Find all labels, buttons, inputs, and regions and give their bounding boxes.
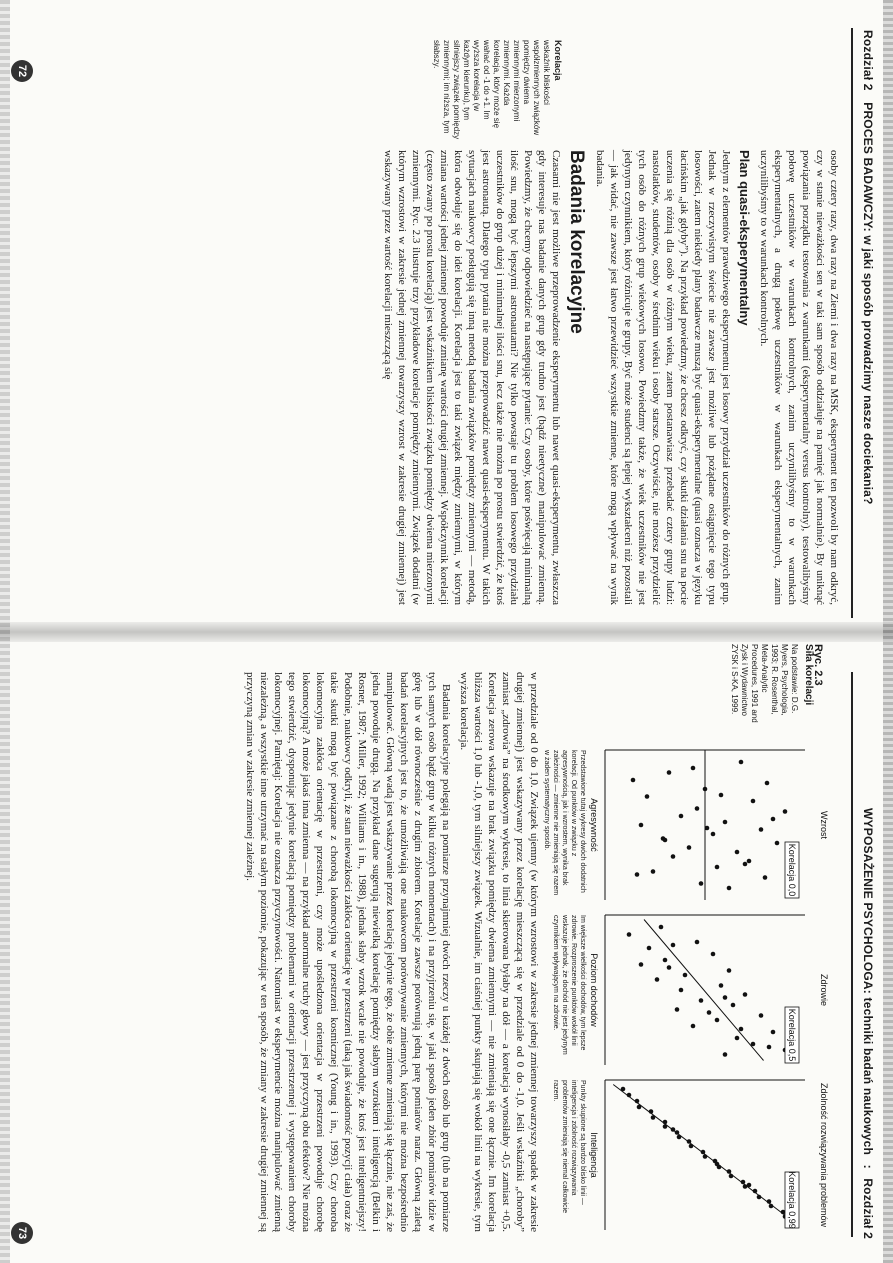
data-point-0-15	[687, 845, 692, 850]
data-point-1-29	[767, 1045, 772, 1050]
x-axis-label-1: Poziom dochodów	[589, 953, 599, 1027]
y-axis-label-1: Zdrowie	[819, 973, 829, 1007]
data-point-1-25	[667, 965, 672, 970]
data-point-0-16	[735, 850, 740, 855]
data-point-1-9	[655, 977, 660, 982]
data-point-1-23	[723, 1052, 728, 1057]
right-chapter-label: Rozdział 2	[861, 1178, 875, 1239]
data-point-1-13	[699, 998, 704, 1003]
x-axis-label-0: Agresywność	[589, 798, 599, 852]
definition-title: Korelacja	[553, 40, 563, 81]
data-point-2-20	[753, 1189, 758, 1194]
data-point-1-6	[639, 962, 644, 967]
data-point-2-1	[627, 1093, 632, 1098]
data-point-2-18	[741, 1180, 746, 1185]
data-point-0-20	[651, 869, 656, 874]
data-point-2-23	[769, 1204, 774, 1209]
left-margin-definition	[431, 40, 563, 140]
data-point-0-24	[691, 766, 696, 771]
figure-number: Ryc. 2.3	[812, 644, 824, 686]
data-point-2-21	[757, 1195, 762, 1200]
right-body-paragraph: Badania korelacyjne polegają na pomiarze przynajmniej dwóch rzeczy u każdej z dwóch osób lub grup (lub na pomiarze tych samych osób bądź grup w kilku różnych momentach) i na przyjrzeniu się, w jaki sposób jeden zbiór pomiarów idzie w górę lub w dół równocześnie z drugim zbiorem. Korelacje zawsze porównują jedną parę pomiarów naraz. Główną zaletą badań korelacyjnych jest to, że umożliwiają one naukowcom porównywanie zmiennych, którymi nie można bezpośrednio manipulować. Główną wadą jest wskazywanie przez korelację jedynie tego, że obie zmienne zmieniają się łącznie, nie zaś, że jedna powoduje drugą. Na przykład dane sugerują niewielką korelację pomiędzy słabym wzrokiem i inteligencją (Belkin i Rosner, 1987; Miller, 1992; Williams i in., 1988), jednak słaby wzrok wcale nie powoduje, że ktoś jest inteligentniejszy! Podobnie, naukowcy odkryli, że stan nieważkości zakłóca orientację w przestrzeni (taką jak świadomość pozycji ciała) oraz że takie skutki mogą być powiązane z chorobą lokomocyjną w przestrzeni kosmicznej (Young i in., 1993). Czy choroba lokomocyjna zakłóca orientację w przestrzeni, czy może upośledzona orientacja w przestrzeni powoduje chorobę lokomocyjną? A może jakaś inna zmienna — na przykład anormalne ruchy głowy — jest przyczyną obu efektów? Nie można tego stwierdzić, dysponując jedynie korelacją pomiędzy problemami w orientacji przestrzennej i występowaniem choroby lokomocyjnej. Pamiętaj: Korelacja nie oznacza przyczynowości. Natomiast w eksperymencie można manipulować zmienną niezależną, a wszystkie inne utrzymać na stałym poziomie, pokazując w ten sposób, że zmiany w zakresie drugiej zmiennej są przyczyną zmian w zakresie zmiennej zależnej.	[244, 672, 452, 1232]
data-point-0-12	[711, 832, 716, 837]
scatter-panel-2	[589, 1080, 829, 1230]
scatter-panel-0	[589, 750, 829, 900]
section-heading-correlation: Badania korelacyjne	[566, 150, 587, 334]
left-body	[377, 150, 841, 605]
right-running-head: WYPOSAŻENIE PSYCHOLOGA: techniki badań naukowych	[861, 808, 875, 1156]
panel-note-0: Przedstawione tutaj wykresy dwóch dodatnich korelacji. Od punktów w związku z agresywnością, jak i wzrostem, wynika brak zależności — zmienne nie zmieniają się razem w żaden systematyczny sposób.	[543, 750, 586, 896]
section-heading-quasi: Plan quasi-eksperymentalny	[737, 150, 752, 326]
data-point-0-7	[783, 809, 788, 814]
data-point-1-18	[691, 1024, 696, 1029]
data-point-0-1	[667, 770, 672, 775]
data-point-2-27	[671, 1127, 676, 1132]
data-point-1-17	[715, 1018, 720, 1023]
correlation-figure	[578, 740, 833, 1230]
data-point-0-26	[719, 793, 724, 798]
data-point-0-21	[763, 875, 768, 880]
left-intro-paragraph: osoby cztery razy, dwa razy na Ziemi i dwa razy na MSK, eksperyment ten pozwoli by nam odkryć, czy w stanie nieważkości sen w taki sam sposób oddziałuje na pamięć jak normalnie). By uniknąć powiązania porządku testowania z warunkami (eksperymentalny versus kontrolny), testowalibyśmy połowę uczestników w warunkach kontrolnych, zanim uczynilibyśmy to w warunkach eksperymentalnych, a drugą połowę uczestników w warunkach eksperymentalnych, zanim uczynilibyśmy to w warunkach kontrolnych.	[758, 150, 840, 605]
y-axis-label-2: Zdolność rozwiązywania problemów	[819, 1082, 829, 1228]
data-point-1-4	[711, 952, 716, 957]
data-point-1-7	[727, 968, 732, 973]
data-point-1-27	[707, 1010, 712, 1015]
data-point-2-12	[701, 1150, 706, 1155]
x-axis-label-2: Inteligencja	[589, 1132, 599, 1178]
data-point-2-19	[743, 1184, 748, 1189]
data-point-1-2	[695, 940, 700, 945]
data-point-0-2	[765, 781, 770, 786]
left-running-header	[861, 30, 875, 572]
data-point-0-14	[775, 841, 780, 846]
data-point-1-11	[679, 988, 684, 993]
figure-source: Na podstawie: D.G. Myers, Psychologia, 1993; R. Rosenthal, Meta-Analytic Procedures, 1991 and Zysk i Wydawnictwo ZYSK i S-KA, 1999.	[730, 644, 799, 723]
right-header-rule	[851, 672, 853, 1237]
right-intro-paragraph: w przedziale od 0 do 1,0. Związek ujemny (w którym wzrostowi w zakresie jednej zmiennej towarzyszy spadek w zakresie drugiej zmiennej) jest wskazywany przez korelację mieszczącą się w przedziale od 0 do -1,0. Jeśli wskaźniki „choroby” zamiast „zdrowia” na środkowym wykresie, to linia skierowana byłaby na dół — a korelacja wynosiłaby -0,5 zamiast +0,5. Korelacja zerowa wskazuje na brak związku pomiędzy dwiema zmiennymi — nie zmieniają się one łącznie. Im korelacja bliższa wartości 1,0 lub -1,0, tym silniejszy związek. Wizualnie, im ciaśniej punkty skupiają się wokół linii na wykresie, tym wyższa korelacja.	[458, 672, 540, 1232]
data-point-2-5	[651, 1115, 656, 1120]
right-running-header: WYPOSAŻENIE PSYCHOLOGA: techniki badań naukowych : Rozdział 2	[861, 808, 875, 1239]
data-point-0-27	[771, 817, 776, 822]
corr-label-1: Korelacja 0,5	[787, 1008, 797, 1062]
fit-line-1	[644, 920, 764, 1061]
right-page	[0, 632, 893, 1263]
data-point-1-20	[735, 1036, 740, 1041]
data-point-1-12	[743, 992, 748, 997]
data-point-0-9	[723, 820, 728, 825]
data-point-2-3	[637, 1105, 642, 1110]
data-point-0-22	[699, 881, 704, 886]
data-point-1-0	[659, 925, 664, 930]
data-point-1-28	[739, 1027, 744, 1032]
data-point-2-13	[703, 1154, 708, 1159]
panel-note-2: Punkty skupione są bardzo blisko linii — inteligencja i zdolność rozwiązywania problemów zmieniają się niemal całkowicie razem.	[552, 1080, 586, 1214]
correlation-charts-svg	[578, 740, 833, 1230]
data-point-1-16	[759, 1013, 764, 1018]
data-point-1-3	[647, 946, 652, 951]
data-point-2-0	[621, 1087, 626, 1092]
data-point-0-10	[639, 823, 644, 828]
corr-label-2: Korelacja 0,99	[787, 1171, 797, 1229]
data-point-0-17	[671, 854, 676, 859]
data-point-2-29	[747, 1183, 752, 1188]
data-point-0-0	[739, 760, 744, 765]
section-text-quasi: Jednym z elementów prawdziwego eksperymentu jest losowy przydział uczestników do różnych grup. Jednak w rzeczywistym świecie nie zawsze jest możliwe lub pożądane osiągnięcie tego typu losowości, zatem niekiedy plany badawcze muszą być quasi-eksperymentalne (quasi oznacza w języku łacińskim „jak gdyby”). Na przykład powiedzmy, że chcesz odkryć, czy skutki działania snu na pocie uczenia się różnią dla osób w różnym wieku, zatem postanawiasz przebadać cztery grupy ludzi: nastolatków, studentów, osoby w średnim wieku i osoby starsze. Oczywiście, nie możesz przydzielić tych osób do różnych grup wiekowych losowo. Powiedzmy także, że wiek uczestników nie jest jedynym czynnikiem, który różnicuje te grupy. Być może studenci są lepiej wykształceni niż pozostali — jak widać, nie zawsze jest łatwo przewidzieć wszystkie zmienne, które mogą wpływać na wynik badania.	[594, 150, 732, 605]
definition-text: wskaźnik bliskości współzmiennych związków pomiędzy dwiema zmiennymi mierzonymi zmiennymi. Każda korelacja, który może się wahać od -1 do +1. Im wyższa korelacja (w każdym kierunku), tym silniejszy związek pomiędzy zmiennymi; im niższa, tym słabszy.	[432, 40, 551, 140]
data-point-0-18	[747, 859, 752, 864]
left-chapter-label: Rozdział 2	[861, 30, 875, 91]
section-text-correlation: Czasami nie jest możliwe przeprowadzenie eksperymentu lub nawet quasi-eksperymentu, zwłaszcza gdy interesuje nas badanie danych grup gdy trudno jest (bądź nieetyczne) manipulować zmienną. Powiedzmy, że chcemy odpowiedzieć na następujące pytanie: Czy osoby, które poświęcają minimalną ilość snu, mogą być lepszymi astronautami? Nie tylko powstaje tu problem losowego przydziału uczestników do grup dużej i minimalnej ilości snu, lecz także nie można po prostu stwierdzić, że ktoś jest astronautą. Dlatego typu pytania nie można przeprowadzić nawet quasi-eksperymentu. W takich sytuacjach naukowcy posługują się inną metodą badania związków pomiędzy zmiennymi — metodą, która odwołuje się do idei korelacji. Korelacja jest to taki związek między zmiennymi, w którym zmiana wartości jednej zmiennej powoduje zmianę wartości drugiej zmiennej. Współczynnik korelacji (często zwany po prostu korelacją) jest wskaźnikiem bliskości związku pomiędzy dwiema mierzonymi zmiennymi. Ryc. 2.3 ilustruje trzy przykładowe korelacje pomiędzy zmiennymi. Związek dodatni (w którym wzrostowi w zakresie jednej zmiennej towarzyszy wzrost w zakresie drugiej zmiennej) jest wskazywany przez wartość korelacji mieszczącą się	[382, 150, 562, 605]
scatter-panel-1	[589, 915, 829, 1065]
right-page-number: 73	[11, 1222, 33, 1244]
left-page-number: 72	[11, 60, 33, 82]
data-point-0-5	[751, 799, 756, 804]
data-point-0-8	[679, 814, 684, 819]
data-point-0-31	[705, 826, 710, 831]
data-point-0-30	[635, 872, 640, 877]
data-point-0-28	[663, 838, 668, 843]
corr-label-0: Korelacja 0,0	[787, 843, 797, 897]
data-point-1-15	[675, 1007, 680, 1012]
data-point-0-6	[695, 806, 700, 811]
data-point-1-5	[663, 958, 668, 963]
data-point-0-29	[743, 862, 748, 867]
data-point-2-11	[689, 1144, 694, 1149]
data-point-2-16	[727, 1169, 732, 1174]
data-point-0-23	[727, 886, 732, 891]
data-point-0-19	[715, 865, 720, 870]
data-point-1-8	[683, 973, 688, 978]
left-running-head: PROCES BADAWCZY: w jaki sposób prowadzimy nasze dociekania?	[861, 102, 875, 505]
data-point-0-4	[645, 794, 650, 799]
data-point-1-1	[627, 932, 632, 937]
data-point-1-24	[671, 943, 676, 948]
data-point-0-3	[703, 787, 708, 792]
data-point-2-28	[715, 1162, 720, 1167]
data-point-2-2	[635, 1099, 640, 1104]
data-point-1-21	[751, 1042, 756, 1047]
data-point-1-26	[723, 995, 728, 1000]
data-point-1-10	[719, 983, 724, 988]
data-point-1-19	[771, 1030, 776, 1035]
figure-title: Siła korelacji	[803, 644, 814, 706]
data-point-2-4	[649, 1109, 654, 1114]
data-point-2-8	[675, 1130, 680, 1135]
right-body	[239, 672, 541, 1232]
data-point-2-6	[663, 1120, 668, 1125]
panel-note-1: Im większe wielkości dochodów, tym lepsze zdrowie. Rozproszenie punktów wokół linii wskazuje jednak, że dochód nie jest jedynym czynnikiem wpływającym na zdrowie.	[552, 915, 586, 1055]
figure-caption	[729, 644, 823, 734]
data-point-2-22	[767, 1199, 772, 1204]
data-point-2-9	[677, 1135, 682, 1140]
data-point-1-14	[731, 1003, 736, 1008]
data-point-2-10	[687, 1139, 692, 1144]
data-point-2-17	[729, 1174, 734, 1179]
data-point-2-7	[663, 1124, 668, 1129]
data-point-0-25	[631, 778, 636, 783]
left-header-rule	[851, 28, 853, 618]
y-axis-label-0: Wzrost	[819, 811, 829, 839]
data-point-0-11	[759, 827, 764, 832]
